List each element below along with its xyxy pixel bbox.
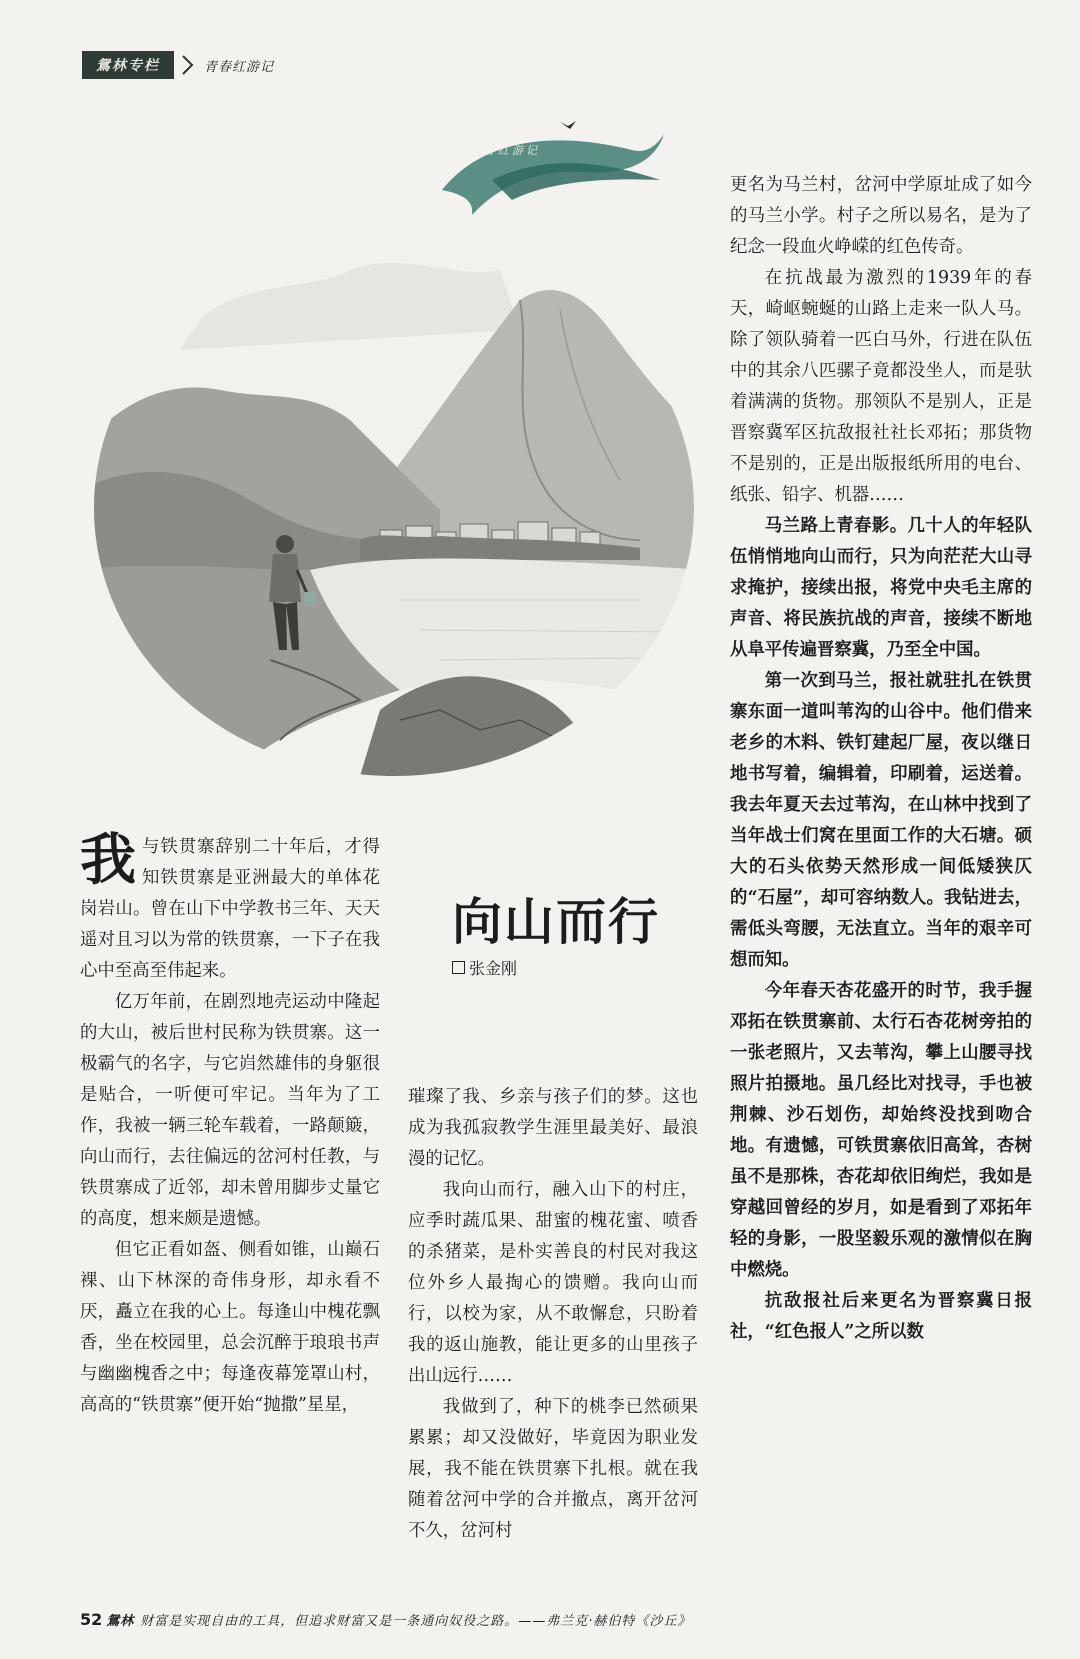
- paragraph: 第一次到马兰，报社就驻扎在铁贯寨东面一道叫苇沟的山谷中。他们借来老乡的木料、铁钉建起厂屋，夜以继日地书写着，编辑着，印刷着，运送着。我去年夏天去过苇沟，在山林中找到了当年战士们窝在里面工作的大石塘。硕大的石头依势天然形成一间低矮狭仄的“石屋”，却可容纳数人。我钻进去，需低头弯腰，无法直立。当年的艰辛可想而知。: [730, 671, 1032, 970]
- article-title: 向山而行: [452, 893, 660, 951]
- paragraph: 抗敌报社后来更名为晋察冀日报社，“红色报人”之所以数: [730, 1291, 1032, 1342]
- author-line: [452, 956, 517, 979]
- paragraph: 我向山而行，融入山下的村庄，应季时蔬瓜果、甜蜜的槐花蜜、喷香的杀猪菜，是朴实善良的村民对我这位外乡人最掏心的馈赠。我向山而行，以校为家，从不敢懈怠，只盼着我的返山施教，能让更多的山里孩子出山远行……: [408, 1180, 698, 1386]
- author-name: 张金刚: [469, 959, 518, 978]
- paragraph: 我与铁贯寨辞别二十年后，才得知铁贯寨是亚洲最大的单体花岗岩山。曾在山下中学教书三年、天天遥对且习以为常的铁贯寨，一下子在我心中至高至伟起来。: [80, 827, 380, 981]
- column-tag: 鴛林专栏: [82, 51, 174, 79]
- paragraph: 我做到了，种下的桃李已然硕果累累；却又没做好，毕竟因为职业发展，我不能在铁贯寨下扎根。就在我随着岔河中学的合并撤点，离开岔河不久，岔河村: [408, 1397, 698, 1541]
- paragraph: 但它正看如盔、侧看如锥，山巅石裸、山下林深的奇伟身形，却永看不厌，矗立在我的心上。每逢山中槐花飘香，坐在校园里，总会沉醉于琅琅书声与幽幽槐香之中；每逢夜幕笼罩山村，高高的“铁贯寨”便开始“抛撒”星星，: [80, 1240, 380, 1415]
- paragraph: 今年春天杏花盛开的时节，我手握邓拓在铁贯寨前、太行石杏花树旁拍的一张老照片，又去苇沟，攀上山腰寻找照片拍摄地。虽几经比对找寻，手也被荆棘、沙石划伤，却始终没找到吻合地。有遗憾，可铁贯寨依旧高耸，杏树虽不是那株，杏花却依旧绚烂，我如是穿越回曾经的岁月，如是看到了邓拓年轻的身影，一股坚毅乐观的激情似在胸中燃烧。: [730, 981, 1032, 1280]
- landscape-illustration: [80, 240, 708, 776]
- page-number: 52: [80, 1610, 103, 1629]
- page-header: [82, 52, 274, 78]
- chevron-right-icon: [180, 53, 196, 77]
- footer-quote: 财富是实现自由的工具，但追求财富又是一条通向奴役之路。——弗兰克·赫伯特《沙丘》: [140, 1614, 692, 1629]
- paragraph: 马兰路上青春影。几十人的年轻队伍悄悄地向山而行，只为向茫茫大山寻求掩护，接续出报，将党中央毛主席的声音、将民族抗战的声音，接续不断地从阜平传遍晋察冀，乃至全中国。: [730, 516, 1032, 660]
- section-name: 青春红游记: [204, 59, 275, 75]
- dropcap: 我: [80, 827, 136, 893]
- paragraph: 在抗战最为激烈的1939年的春天，崎岖蜿蜒的山路上走来一队人马。除了领队骑着一匹白马外，行进在队伍中的其余八匹骡子竟都没坐人，而是驮着满满的货物。那领队不是别人，正是晋察冀军区抗敌报社社长邓拓；那货物不是别的，正是出版报纸所用的电台、纸张、铅字、机器……: [730, 268, 1032, 505]
- ribbon-label: 青春红游记: [470, 144, 540, 157]
- page-footer: [80, 1610, 1040, 1629]
- paragraph: 璀璨了我、乡亲与孩子们的梦。这也成为我孤寂教学生涯里最美好、最浪漫的记忆。: [408, 1087, 698, 1169]
- paragraph: 更名为马兰村，岔河中学原址成了如今的马兰小学。村子之所以易名，是为了纪念一段血火峥嵘的红色传奇。: [730, 175, 1032, 257]
- ribbon-logo: [432, 120, 670, 220]
- bird-icon: [560, 121, 576, 129]
- paragraph: 亿万年前，在剧烈地壳运动中隆起的大山，被后世村民称为铁贯寨。这一极霸气的名字，与它岿然雄伟的身躯很是贴合，一听便可牢记。当年为了工作，我被一辆三轮车载着，一路颠簸，向山而行，去往偏远的岔河村任教，与铁贯寨成了近邻，却未曾用脚步丈量它的高度，想来颇是遗憾。: [80, 992, 380, 1229]
- square-icon: [452, 961, 465, 974]
- column-1: [80, 827, 380, 1421]
- magazine-name: 鴛林: [106, 1614, 135, 1629]
- column-3: [730, 170, 1032, 1348]
- column-2: [408, 1082, 698, 1547]
